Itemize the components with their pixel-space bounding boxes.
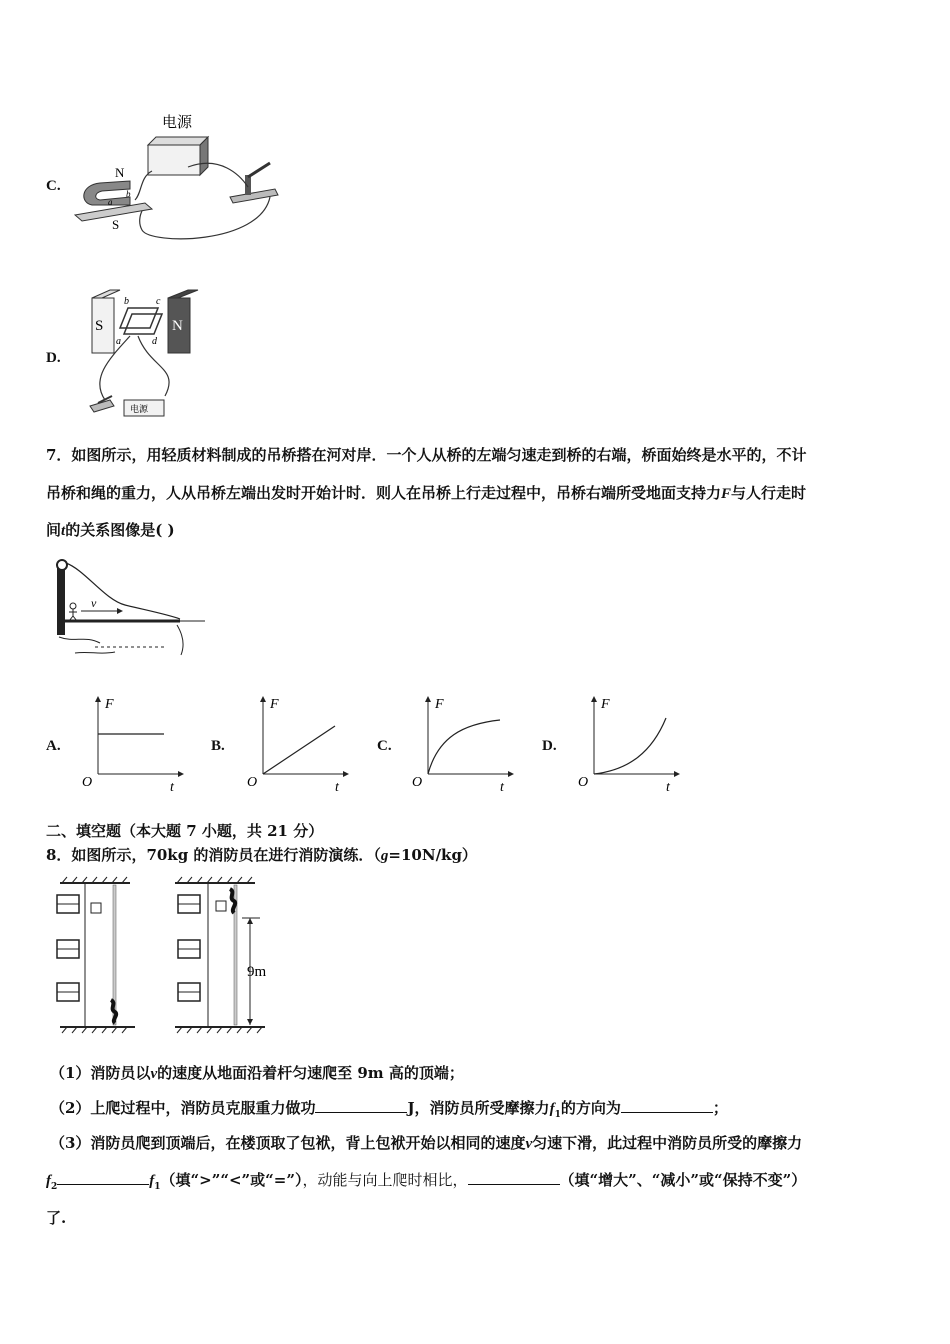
q8-figure-left: [45, 875, 140, 1037]
pulley: [57, 560, 67, 570]
svg-text:O: O: [578, 775, 589, 790]
q8-part1: （1）消防员以v的速度从地面沿着杆匀速爬至 9m 高的顶端；: [50, 1064, 464, 1082]
switch-lever: [248, 163, 270, 177]
q7-graph-c: [408, 692, 518, 800]
q8-part2: （2）上爬过程中，消防员克服重力做功 J，消防员所受摩擦力$f_1$的方向为 ；: [50, 1099, 728, 1120]
svg-text:电源: 电源: [130, 405, 149, 415]
q7-graph-b: [243, 692, 353, 800]
svg-text:b: b: [126, 189, 131, 199]
q7-line2: 吊桥和绳的重力，人从吊桥左端出发时开始计时．则人在吊桥上行走过程中，吊桥右端所受地面支持力F与人行走时: [46, 484, 807, 502]
q8-part3-line3: 了.: [46, 1209, 67, 1227]
svg-text:a: a: [108, 197, 113, 207]
graph-curve: [263, 726, 335, 774]
svg-text:t: t: [335, 780, 339, 795]
svg-text:F: F: [105, 697, 114, 712]
coil: [124, 314, 162, 334]
q7-option-a-label: A.: [46, 738, 61, 754]
q8-part3: （3）消防员爬到顶端后，在楼顶取了包袱，背上包袱开始以相同的速度v匀速下滑，此过程中消防员所受的摩擦力: [50, 1134, 803, 1152]
bridge-pillar: [57, 565, 65, 635]
blank-kinetic-energy-input[interactable]: [468, 1170, 560, 1185]
svg-text:t: t: [500, 780, 504, 795]
q7-option-d-label: D.: [542, 738, 557, 754]
horseshoe-magnet: [84, 181, 130, 205]
blank-work-input[interactable]: [315, 1098, 407, 1113]
q8-stem: 8．如图所示，70kg 的消防员在进行消防演练．（g=10N/kg）: [46, 846, 477, 864]
svg-text:t: t: [666, 780, 670, 795]
q7-graph-d: [574, 692, 684, 800]
graph-curve: [594, 718, 666, 774]
svg-text:F: F: [270, 697, 279, 712]
graph-curve: [428, 720, 500, 774]
q7-option-b-label: B.: [211, 738, 225, 754]
q8-figure-right: [170, 875, 280, 1037]
q7-line1: 7．如图所示，用轻质材料制成的吊桥搭在河对岸．一个人从桥的左端匀速走到桥的右端，桥面始终是水平的，不计: [46, 446, 807, 464]
q7-option-c-label: C.: [377, 738, 392, 754]
section-title: 二、填空题（本大题 7 小题，共 21 分）: [46, 822, 324, 840]
power-label: 电源: [162, 113, 193, 131]
q6-option-d-figure: [80, 288, 210, 423]
svg-text:d: d: [152, 336, 157, 347]
svg-text:c: c: [156, 296, 161, 307]
svg-text:a: a: [116, 336, 121, 347]
south-label: S: [112, 217, 120, 232]
svg-text:b: b: [124, 296, 129, 307]
q6-option-c-figure: [70, 105, 285, 245]
velocity-label: v: [91, 596, 97, 610]
svg-text:F: F: [601, 697, 610, 712]
svg-text:F: F: [435, 697, 444, 712]
power-supply-box: [148, 145, 200, 175]
q8-part3-line2: $f_2$ $f_1$（填“>”“<”或“=”），动能与向上爬时相比， （填“增大”、“减小”或“保持不变”）: [46, 1171, 807, 1192]
q7-bridge-figure: [45, 555, 210, 660]
blank-friction-direction-input[interactable]: [621, 1098, 713, 1113]
blank-compare-input[interactable]: [57, 1170, 149, 1185]
q6-option-c-label: C.: [46, 178, 61, 194]
north-label: N: [115, 165, 125, 180]
svg-text:S: S: [95, 318, 104, 334]
q7-line3: 间t的关系图像是( ): [46, 521, 175, 539]
svg-text:O: O: [247, 775, 258, 790]
q6-option-d-label: D.: [46, 350, 61, 366]
q7-graph-a: [78, 692, 188, 800]
svg-text:O: O: [412, 775, 423, 790]
svg-text:N: N: [172, 318, 183, 334]
svg-text:t: t: [170, 780, 174, 795]
height-label: 9m: [247, 964, 267, 980]
svg-text:O: O: [82, 775, 93, 790]
